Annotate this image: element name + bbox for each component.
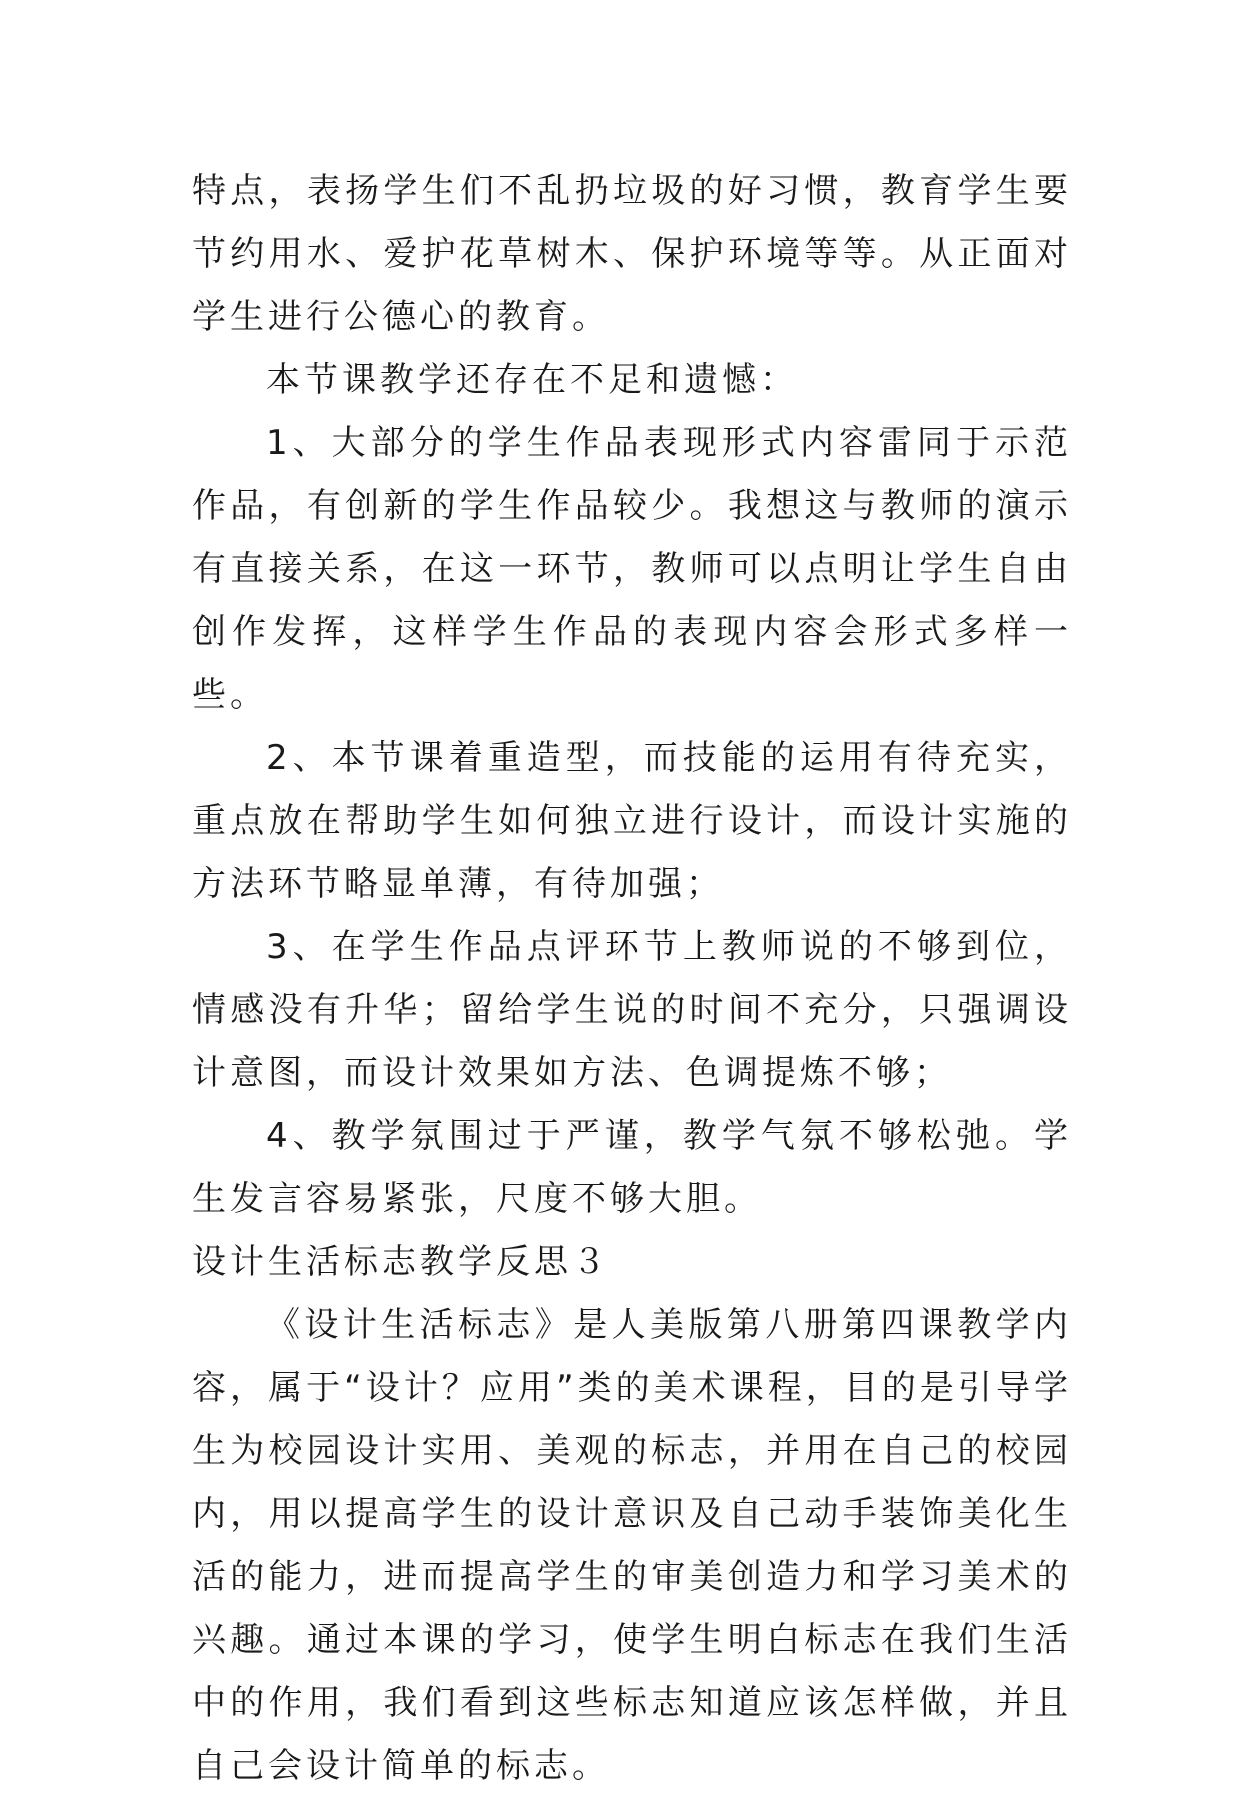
- paragraph-section-3-intro: 《设计生活标志》是人美版第八册第四课教学内容，属于“设计？应用”类的美术课程，目的是引导学生为校园设计实用、美观的标志，并用在自己的校园内，用以提高学生的设计意识及自己动手装饰美化生活的能力，进而提高学生的审美创造力和学习美术的兴趣。通过本课的学习，使学生明白标志在我们生活中的作用，我们看到这些标志知道应该怎样做，并且自己会设计简单的标志。: [192, 1305, 1072, 1786]
- paragraph-continuation: 特点，表扬学生们不乱扔垃圾的好习惯，教育学生要节约用水、爱护花草树木、保护环境等等。从正面对学生进行公德心的教育。: [192, 171, 1072, 337]
- document-body: [192, 160, 1072, 1798]
- paragraph-point-2: 2、本节课着重造型，而技能的运用有待充实，重点放在帮助学生如何独立进行设计，而设计实施的方法环节略显单薄，有待加强；: [192, 738, 1072, 904]
- paragraph-point-1: 1、大部分的学生作品表现形式内容雷同于示范作品，有创新的学生作品较少。我想这与教师的演示有直接关系，在这一环节，教师可以点明让学生自由创作发挥，这样学生作品的表现内容会形式多样一些。: [192, 423, 1072, 715]
- paragraph-point-3: 3、在学生作品点评环节上教师说的不够到位，情感没有升华；留给学生说的时间不充分，只强调设计意图，而设计效果如方法、色调提炼不够；: [192, 927, 1072, 1093]
- paragraph-point-4: 4、教学氛围过于严谨，教学气氛不够松弛。学生发言容易紧张，尺度不够大胆。: [192, 1116, 1072, 1219]
- section-heading: 设计生活标志教学反思３: [192, 1242, 610, 1282]
- paragraph-shortcomings-intro: 本节课教学还存在不足和遗憾：: [266, 360, 798, 400]
